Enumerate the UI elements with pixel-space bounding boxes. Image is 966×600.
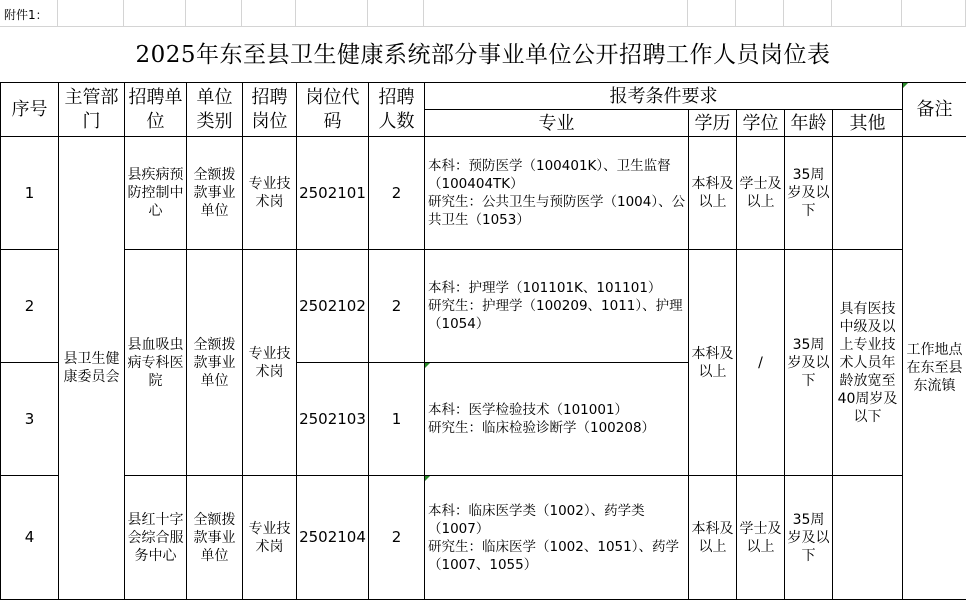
grid-cell[interactable]: [424, 0, 688, 27]
cell-count[interactable]: 1: [369, 363, 425, 476]
cell-major[interactable]: 本科：医学检验技术（101001） 研究生：临床检验诊断学（100208）: [425, 363, 689, 476]
grid-cell[interactable]: [296, 0, 368, 27]
cell-major[interactable]: 本科：临床医学类（1002）、药学类（1007） 研究生：临床医学（1002、1051）、药学（1007、1055）: [425, 476, 689, 600]
table-row: [1, 137, 966, 250]
attachment-label: 附件1：: [4, 6, 48, 23]
grid-cell[interactable]: [186, 0, 242, 27]
cell-code[interactable]: 2502103: [297, 363, 369, 476]
cell-post[interactable]: 专业技术岗: [243, 137, 297, 250]
cell-count[interactable]: 2: [369, 476, 425, 600]
table-row: [1, 476, 966, 600]
grid-cell[interactable]: [58, 0, 124, 27]
cell-seq[interactable]: 3: [1, 363, 59, 476]
header-remark[interactable]: 备注: [903, 83, 966, 137]
cell-unit[interactable]: 县红十字会综合服务中心: [125, 476, 187, 600]
cell-count[interactable]: 2: [369, 250, 425, 363]
cell-code[interactable]: 2502104: [297, 476, 369, 600]
cell-degree[interactable]: /: [737, 250, 785, 476]
cell-post[interactable]: 专业技术岗: [243, 250, 297, 476]
grid-cell[interactable]: [242, 0, 296, 27]
page-title: 2025年东至县卫生健康系统部分事业单位公开招聘工作人员岗位表: [0, 28, 966, 82]
grid-cell[interactable]: [688, 0, 736, 27]
cell-degree[interactable]: 学士及以上: [737, 476, 785, 600]
header-requirements[interactable]: 报考条件要求: [425, 83, 903, 110]
grid-cell[interactable]: [902, 0, 966, 27]
cell-education[interactable]: 本科及以上: [689, 250, 737, 476]
header-unit[interactable]: 招聘单位: [125, 83, 187, 137]
cell-major[interactable]: 本科：预防医学（100401K）、卫生监督（100404TK） 研究生：公共卫生与预防医学（1004）、公共卫生（1053）: [425, 137, 689, 250]
cell-post[interactable]: 专业技术岗: [243, 476, 297, 600]
cell-other[interactable]: [833, 476, 903, 600]
cell-age[interactable]: 35周岁及以下: [785, 137, 833, 250]
grid-cell[interactable]: [832, 0, 902, 27]
header-age[interactable]: 年龄: [785, 110, 833, 137]
cell-unit-type[interactable]: 全额拨款事业单位: [187, 137, 243, 250]
cell-age[interactable]: 35周岁及以下: [785, 476, 833, 600]
header-education[interactable]: 学历: [689, 110, 737, 137]
cell-education[interactable]: 本科及以上: [689, 476, 737, 600]
cell-major[interactable]: 本科：护理学（101101K、101101） 研究生：护理学（100209、1011）、护理（1054）: [425, 250, 689, 363]
cell-dept[interactable]: 县卫生健康委员会: [59, 137, 125, 600]
table-row: [1, 250, 966, 363]
cell-seq[interactable]: 4: [1, 476, 59, 600]
cell-seq[interactable]: 1: [1, 137, 59, 250]
header-code[interactable]: 岗位代码: [297, 83, 369, 137]
cell-degree[interactable]: 学士及以上: [737, 137, 785, 250]
cell-education[interactable]: 本科及以上: [689, 137, 737, 250]
cell-code[interactable]: 2502101: [297, 137, 369, 250]
cell-age[interactable]: 35周岁及以下: [785, 250, 833, 476]
header-dept[interactable]: 主管部门: [59, 83, 125, 137]
grid-cell[interactable]: [784, 0, 832, 27]
header-degree[interactable]: 学位: [737, 110, 785, 137]
top-grid-row: [0, 0, 966, 28]
grid-cell[interactable]: [368, 0, 424, 27]
header-count[interactable]: 招聘人数: [369, 83, 425, 137]
cell-remark[interactable]: 工作地点在东至县东流镇: [903, 137, 966, 600]
header-post[interactable]: 招聘岗位: [243, 83, 297, 137]
header-seq[interactable]: 序号: [1, 83, 59, 137]
cell-other[interactable]: [833, 137, 903, 250]
cell-unit-type[interactable]: 全额拨款事业单位: [187, 476, 243, 600]
grid-cell[interactable]: [736, 0, 784, 27]
cell-code[interactable]: 2502102: [297, 250, 369, 363]
cell-other[interactable]: 具有医技中级及以上专业技术人员年龄放宽至40周岁及以下: [833, 250, 903, 476]
cell-count[interactable]: 2: [369, 137, 425, 250]
cell-unit[interactable]: 县疾病预防控制中心: [125, 137, 187, 250]
grid-cell[interactable]: [124, 0, 186, 27]
cell-unit-type[interactable]: 全额拨款事业单位: [187, 250, 243, 476]
header-major[interactable]: 专业: [425, 110, 689, 137]
cell-seq[interactable]: 2: [1, 250, 59, 363]
job-table: [0, 82, 966, 600]
header-other[interactable]: 其他: [833, 110, 903, 137]
header-unit-type[interactable]: 单位类别: [187, 83, 243, 137]
cell-unit[interactable]: 县血吸虫病专科医院: [125, 250, 187, 476]
